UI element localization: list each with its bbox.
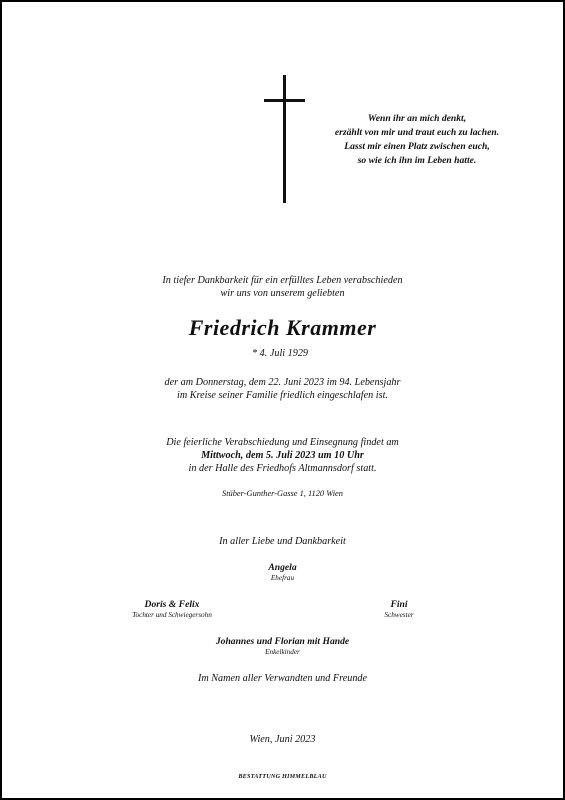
closing-text: In aller Liebe und Dankbarkeit	[219, 536, 346, 547]
poem-line: so wie ich ihn im Leben hatte.	[357, 155, 477, 166]
place-date: Wien, Juni 2023	[249, 734, 316, 745]
death-line: der am Donnerstag, dem 22. Juni 2023 im 94. Lebensjahr	[164, 377, 401, 388]
relative-role: Schwester	[384, 611, 414, 619]
poem-line: Lasst mir einen Platz zwischen euch,	[344, 141, 490, 152]
deceased-name: Friedrich Krammer	[188, 315, 377, 340]
relative-role: Enkelkinder	[265, 648, 300, 656]
ceremony-text	[2, 436, 563, 475]
relative-johannes-florian	[2, 636, 563, 657]
address: Stüber-Gunther-Gasse 1, 1120 Wien	[222, 489, 343, 498]
poem	[312, 112, 522, 168]
death-line: im Kreise seiner Familie friedlich eingeschlafen ist.	[177, 390, 388, 401]
ceremony-location: in der Halle des Friedhofs Altmannsdorf statt.	[188, 463, 377, 474]
relative-name: Johannes und Florian mit Hande	[215, 636, 350, 647]
death-text	[2, 376, 563, 402]
undertaker-name: BESTATTUNG HIMMELBLAU	[238, 773, 327, 780]
relative-name: Angela	[268, 562, 297, 573]
relative-doris-felix	[107, 599, 237, 620]
relative-role: Tochter und Schwiegersohn	[132, 611, 212, 619]
poem-line: Wenn ihr an mich denkt,	[367, 113, 467, 124]
intro-line: wir uns von unserem geliebten	[220, 288, 345, 299]
intro-line: In tiefer Dankbarkeit für ein erfülltes Leben verabschieden	[162, 275, 403, 286]
birth-date: * 4. Juli 1929	[252, 348, 309, 359]
relative-fini	[364, 599, 434, 620]
relative-angela	[2, 562, 563, 583]
names-of-family: Im Namen aller Verwandten und Freunde	[197, 673, 368, 684]
relative-name: Doris & Felix	[144, 599, 200, 610]
cross-icon	[283, 75, 286, 203]
ceremony-date: Mittwoch, dem 5. Juli 2023 um 10 Uhr	[201, 450, 364, 461]
ceremony-line: Die feierliche Verabschiedung und Einsegnung findet am	[166, 437, 399, 448]
relative-role: Ehefrau	[270, 574, 295, 582]
relative-name: Fini	[390, 599, 408, 610]
cross-icon-bar	[264, 99, 305, 102]
intro-text	[2, 274, 563, 300]
poem-line: erzählt von mir und traut euch zu lachen.	[334, 127, 500, 138]
